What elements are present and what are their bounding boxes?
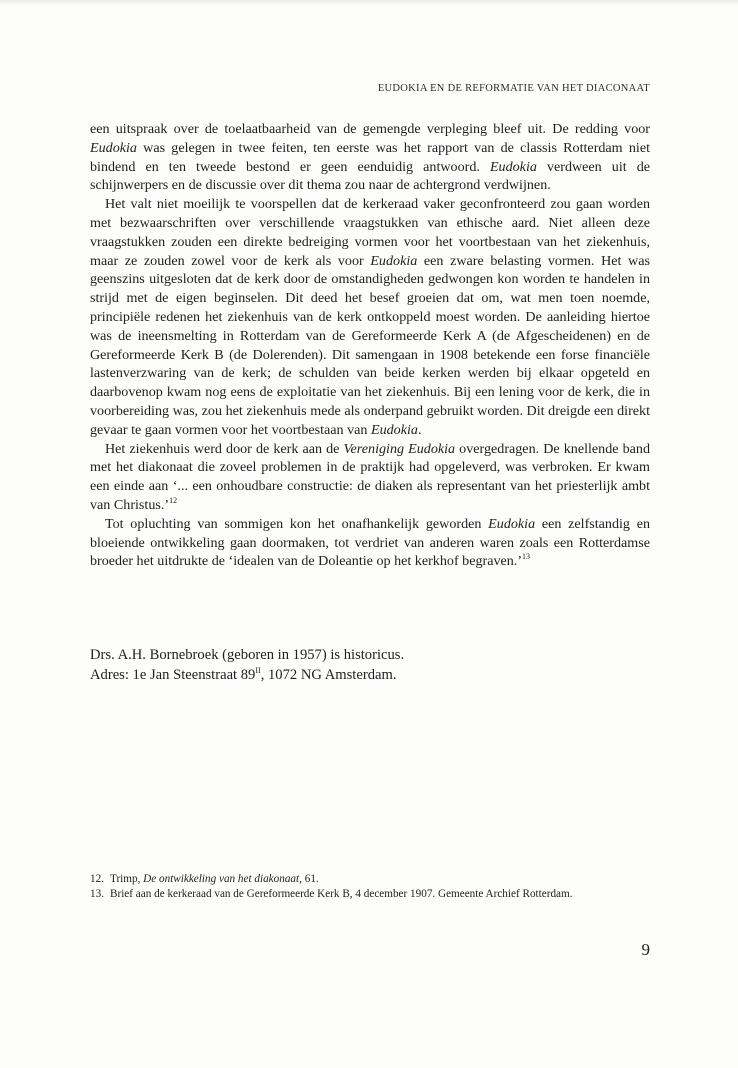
- text-run: een uitspraak over de toelaatbaarheid van de gemengde verpleging bleef uit. De redding voor: [90, 121, 650, 137]
- page-number: 9: [641, 940, 650, 959]
- italic-run: Eudokia: [489, 158, 537, 175]
- text-run: Trimp,: [110, 873, 144, 885]
- text-run: , 61.: [299, 873, 319, 885]
- footnote-text: [110, 872, 650, 887]
- italic-run: Eudokia: [488, 515, 536, 532]
- running-head: EUDOKIA EN DE REFORMATIE VAN HET DIACONAAT: [377, 83, 650, 94]
- address-text: , 1072 NG Amsterdam.: [260, 666, 397, 683]
- paragraph-2: [90, 195, 650, 439]
- footnote-ref-12: 12: [169, 495, 178, 505]
- footnote-number: 12.: [90, 873, 104, 885]
- paragraph-3: [90, 440, 650, 515]
- italic-run: De ontwikkeling van het diakonaat: [143, 873, 300, 885]
- paragraph-1: [90, 120, 650, 195]
- address-text: Adres: 1e Jan Steenstraat 89: [90, 666, 256, 683]
- footnote-text: Brief aan de kerkeraad van de Gereformeerde Kerk B, 4 december 1907. Gemeente Archief Rotterdam.: [110, 888, 573, 900]
- italic-run: Eudokia: [370, 421, 418, 438]
- body-text: [90, 120, 650, 571]
- address-superscript: II: [255, 665, 261, 675]
- text-run: .: [417, 421, 422, 438]
- text-run: was gelegen in twee feiten, ten eerste was het rapport van de classis Rotterdam niet bindend en ten tweede bestond er geen eenduidig antwoord.: [90, 139, 650, 175]
- footnote-ref-13: 13: [522, 552, 531, 562]
- text-run: verdween uit de schijnwerpers en de discussie over dit thema zou naar de achtergrond verdwijnen.: [90, 158, 650, 194]
- author-note: [90, 646, 650, 685]
- text-run: een zelfstandig en bloeiende ontwikkeling gaan doormaken, tot verdriet van anderen waren zoals een Rotterdamse broeder het uitdrukte de ‘idealen van de Doleantie op het kerkhof begraven.’: [90, 515, 651, 570]
- text-run: Het valt niet moeilijk te voorspellen dat de kerkeraad vaker geconfronteerd zou gaan worden met bezwaarschriften over verschillende vraagstukken van ethische aard. Niet alleen deze vraagstukken zouden een direkte bedreiging vormen voor het voortbestaan van het ziekenhuis, maar ze zouden zowel voor de kerk als voor: [90, 196, 650, 269]
- text-run: Het ziekenhuis werd door de kerk aan de: [105, 440, 344, 457]
- text-run: Tot opluchting van sommigen kon het onafhankelijk geworden: [105, 515, 489, 532]
- scan-edge: [0, 0, 738, 6]
- footnote-number: 13.: [90, 888, 104, 900]
- author-address: [90, 666, 650, 686]
- footnote-13: [90, 887, 650, 902]
- footnote-12: [90, 872, 650, 887]
- italic-run: Vereniging Eudokia: [343, 440, 456, 457]
- italic-run: Eudokia: [370, 252, 418, 269]
- text-run: een zware belasting vormen. Het was geenszins uitgesloten dat de kerk door de omstandigheden gedwongen kon worden te handelen in strijd met de eigen beginselen. Dit deed het besef groeien dat om, wat men toen noemde, principiële redenen het ziekenhuis van de kerk ontkoppeld moest worden. De aanleiding hiertoe was de ineensmelting in Rotterdam van de Gereformeerde Kerk A (de Afgescheidenen) en de Gereformeerde Kerk B (de Dolerenden). Dit samengaan in 1908 betekende een forse financiële lastenverzwaring van de kerk; de schulden van beide kerken werden bij elkaar opgeteld en daarbovenop kwam nog eens de exploitatie van het ziekenhuis. Bij een lening voor de kerk, die in voorbereiding was, zou het ziekenhuis mede als onderpand gebruikt worden. Dit dreigde een direkt gevaar te gaan vormen voor het voortbestaan van: [90, 252, 650, 438]
- text-run: overgedragen. De knellende band met het diakonaat die zoveel problemen in de praktijk had opgeleverd, was verbroken. Er kwam een einde aan ‘... een onhoudbare constructie: de diaken als representant van het priesterlijk ambt van Christus.’: [90, 440, 650, 513]
- paragraph-4: [90, 515, 650, 571]
- author-bio: Drs. A.H. Bornebroek (geboren in 1957) is historicus.: [90, 647, 405, 663]
- footnotes: [90, 872, 650, 902]
- italic-run: Eudokia: [90, 139, 137, 156]
